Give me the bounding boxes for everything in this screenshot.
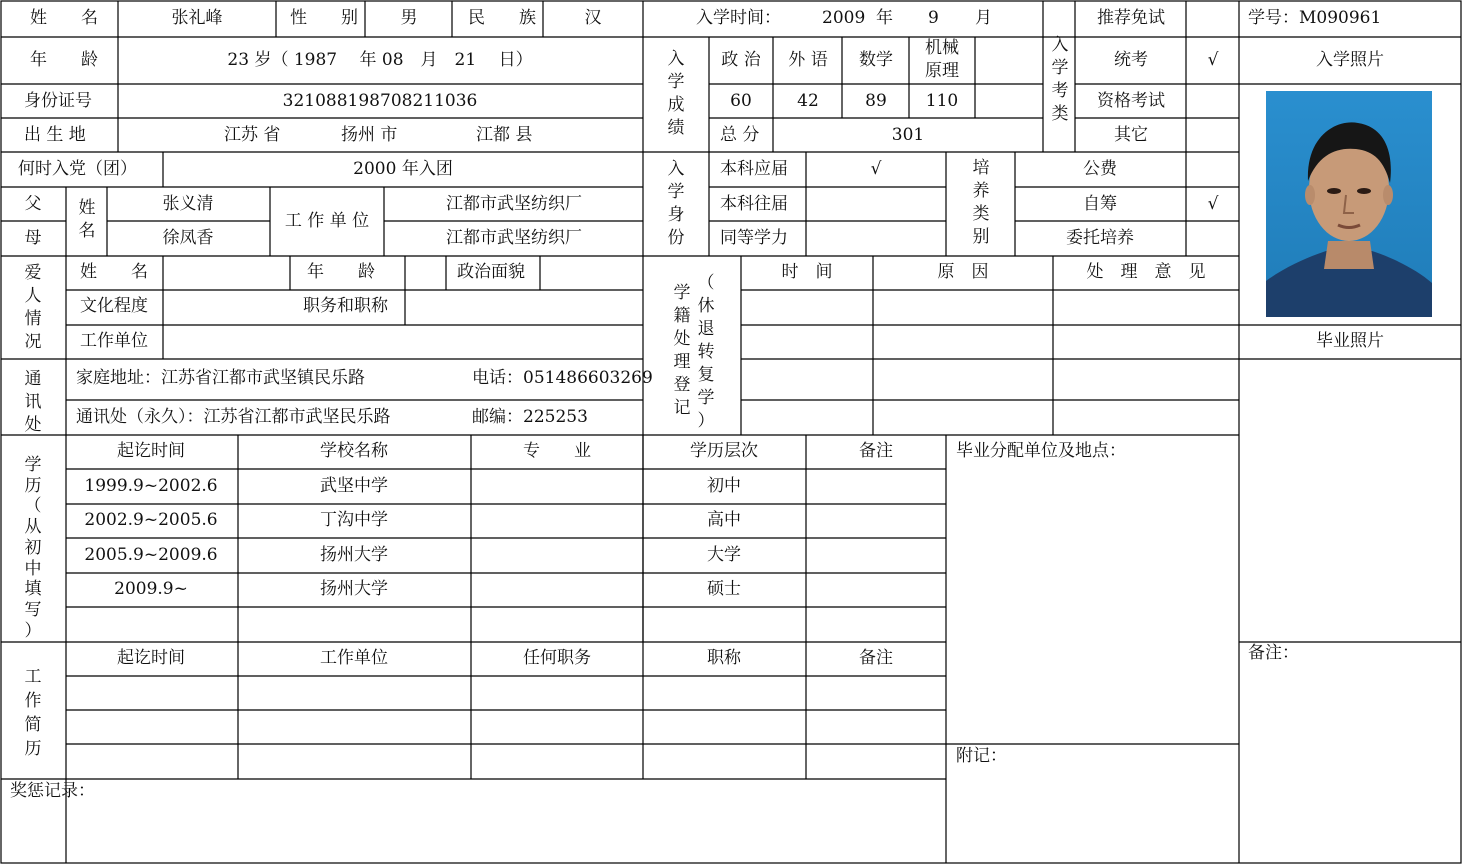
- edu-row-period: 2002.9~2005.6: [84, 510, 218, 530]
- work-header-title: 职称: [707, 648, 741, 668]
- status-header-opinion: 处 理 意 见: [1086, 262, 1206, 282]
- identity-previous: 本科往届: [720, 194, 788, 214]
- exam-type-qualification: 资格考试: [1097, 91, 1165, 111]
- status-register-sub: （ 休 退 转 复 学 ）: [697, 273, 715, 431]
- contact-label: 通 讯 处: [24, 369, 42, 435]
- mother-label: 母: [24, 228, 42, 248]
- status-header-reason: 原 因: [937, 262, 989, 282]
- rewards-label: 奖惩记录：: [10, 781, 95, 801]
- training-self: 自筹: [1083, 194, 1117, 214]
- name-label: 姓 名: [30, 8, 98, 28]
- id-card-value: 321088198708211036: [282, 91, 478, 111]
- edu-row-level: 初中: [707, 476, 741, 496]
- identity-label: 入 学 身 份: [667, 159, 685, 248]
- score-language: 42: [797, 91, 819, 111]
- edu-row-period: 2005.9~2009.6: [84, 545, 218, 565]
- age-value: 23 岁（ 1987 年 08 月 21 日）: [227, 50, 533, 70]
- parent-name-label: 姓 名: [78, 198, 96, 241]
- exam-type-label: 入 学 考 类: [1051, 35, 1069, 124]
- gender-value: 男: [400, 8, 418, 28]
- parent-work-label: 工 作 单 位: [284, 211, 370, 231]
- training-label: 培 养 类 别: [972, 158, 990, 247]
- birthplace-county: 江都 县: [476, 125, 533, 145]
- spouse-age-label: 年 龄: [307, 262, 375, 282]
- score-mechanics: 110: [925, 91, 959, 111]
- age-label: 年 龄: [30, 50, 98, 70]
- work-header-note: 备注: [859, 648, 893, 668]
- edu-row-level: 大学: [707, 545, 741, 565]
- home-address: 家庭地址：江苏省江都市武坚镇民乐路: [76, 368, 365, 388]
- ethnicity-value: 汉: [584, 8, 602, 28]
- work-header-period: 起讫时间: [117, 648, 185, 668]
- identity-fresh: 本科应届: [720, 159, 788, 179]
- work-label: 工 作 简 历: [24, 667, 42, 760]
- exam-type-other: 其它: [1114, 125, 1148, 145]
- recommend-label: 推荐免试: [1097, 8, 1165, 28]
- subject-mechanics-1: 机械: [925, 38, 959, 58]
- subject-language: 外 语: [788, 50, 828, 70]
- mother-work: 江都市武坚纺织厂: [446, 228, 582, 248]
- spouse-work-label: 工作单位: [80, 331, 148, 351]
- identity-equivalent: 同等学力: [720, 228, 788, 248]
- edu-row-school: 武坚中学: [320, 476, 388, 496]
- spouse-education-label: 文化程度: [80, 296, 148, 316]
- spouse-name-label: 姓 名: [80, 262, 148, 282]
- edu-header-school: 学校名称: [320, 441, 388, 461]
- score-politics: 60: [730, 91, 752, 111]
- father-name: 张义清: [162, 194, 214, 214]
- gender-label: 性 别: [290, 8, 358, 28]
- admission-month: 9: [928, 8, 939, 28]
- spouse-position-label: 职务和职称: [303, 296, 388, 316]
- phone: 电话：051486603269: [472, 368, 653, 388]
- remarks-label: 备注：: [1248, 643, 1299, 663]
- training-self-mark: √: [1207, 194, 1219, 214]
- edu-row-level: 硕士: [707, 579, 741, 599]
- total-score: 301: [891, 125, 925, 145]
- exam-type-unified-mark: √: [1207, 50, 1219, 70]
- admission-photo-label: 入学照片: [1316, 50, 1384, 70]
- admission-label: 入学时间：: [696, 8, 781, 28]
- subject-politics: 政 治: [721, 50, 761, 70]
- score-math: 89: [865, 91, 887, 111]
- father-label: 父: [24, 194, 42, 214]
- father-work: 江都市武坚纺织厂: [446, 194, 582, 214]
- id-card-label: 身份证号: [24, 91, 92, 111]
- birthplace-label: 出 生 地: [24, 125, 86, 145]
- spouse-political-label: 政治面貌: [457, 262, 525, 282]
- edu-header-note: 备注: [859, 441, 893, 461]
- edu-row-period: 2009.9~: [114, 579, 188, 599]
- year-unit: 年: [876, 8, 893, 28]
- appendix-label: 附记：: [956, 746, 1007, 766]
- status-register-label: 学 籍 处 理 登 记: [673, 283, 691, 418]
- edu-header-period: 起讫时间: [117, 441, 185, 461]
- total-score-label: 总 分: [720, 125, 760, 145]
- graduation-unit-label: 毕业分配单位及地点：: [956, 441, 1126, 461]
- ethnicity-label: 民 族: [468, 8, 536, 28]
- admission-year: 2009: [822, 8, 866, 28]
- training-entrusted: 委托培养: [1066, 228, 1134, 248]
- birthplace-province: 江苏 省: [224, 125, 281, 145]
- scores-label: 入 学 成 绩: [667, 49, 685, 138]
- training-public: 公费: [1083, 159, 1117, 179]
- edu-row-period: 1999.9~2002.6: [84, 476, 218, 496]
- graduation-photo-label: 毕业照片: [1316, 331, 1384, 351]
- student-id: 学号：M090961: [1248, 8, 1382, 28]
- edu-row-school: 扬州大学: [320, 579, 388, 599]
- edu-row-school: 扬州大学: [320, 545, 388, 565]
- identity-fresh-mark: √: [870, 159, 882, 179]
- party-label: 何时入党（团）: [18, 159, 137, 179]
- spouse-label: 爱 人 情 况: [24, 263, 42, 352]
- education-label: 学 历 （ 从 初 中 填 写 ）: [24, 455, 42, 641]
- name-value: 张礼峰: [171, 8, 223, 28]
- admission-photo: [1266, 91, 1432, 317]
- exam-type-unified: 统考: [1114, 50, 1148, 70]
- party-value: 2000 年入团: [353, 159, 453, 179]
- edu-row-level: 高中: [707, 510, 741, 530]
- edu-row-school: 丁沟中学: [320, 510, 388, 530]
- postcode: 邮编：225253: [472, 407, 588, 427]
- work-header-unit: 工作单位: [320, 648, 388, 668]
- work-header-duty: 任何职务: [523, 648, 591, 668]
- mother-name: 徐凤香: [162, 228, 214, 248]
- edu-header-level: 学历层次: [690, 441, 758, 461]
- permanent-address: 通讯处（永久）：江苏省江都市武坚民乐路: [76, 407, 391, 427]
- subject-mechanics-2: 原理: [925, 61, 959, 81]
- subject-math: 数学: [859, 50, 893, 70]
- month-unit: 月: [975, 8, 992, 28]
- edu-header-major: 专 业: [523, 441, 591, 461]
- status-header-time: 时 间: [781, 262, 833, 282]
- birthplace-city: 扬州 市: [341, 125, 398, 145]
